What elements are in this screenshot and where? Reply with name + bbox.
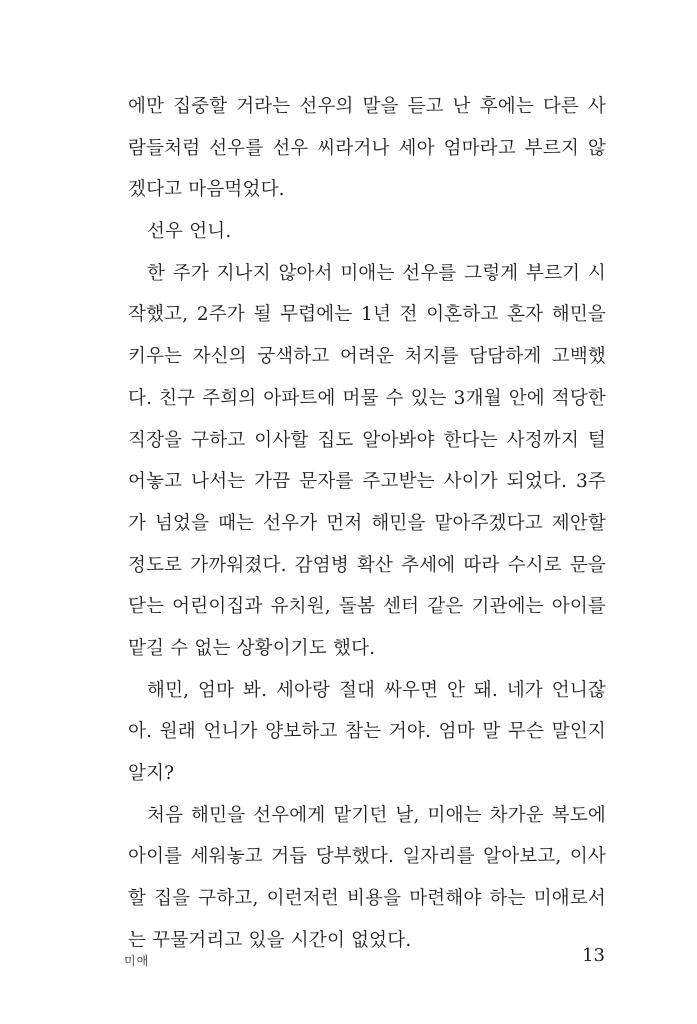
text-line: 선우 언니. bbox=[147, 221, 232, 243]
text-line: 작했고, 2주가 될 무렵에는 1년 전 이혼하고 혼자 해민을 bbox=[128, 304, 606, 326]
text-line: 에만 집중할 거라는 선우의 말을 듣고 난 후에는 다른 사 bbox=[128, 96, 606, 117]
text-line: 겠다고 마음먹었다. bbox=[128, 179, 285, 201]
text-line: 처음 해민을 선우에게 맡기던 날, 미애는 차가운 복도에 bbox=[147, 804, 606, 826]
text-line: 한 주가 지나지 않아서 미애는 선우를 그렇게 부르기 시 bbox=[147, 262, 606, 284]
text-line: 직장을 구하고 이사할 집도 알아봐야 한다는 사정까지 털 bbox=[128, 429, 606, 451]
text-line: 알지? bbox=[128, 763, 175, 784]
text-line: 가 넘었을 때는 선우가 먼저 해민을 맡아주겠다고 제안할 bbox=[128, 512, 606, 534]
body-text bbox=[128, 86, 606, 961]
text-line: 맡길 수 없는 상황이기도 했다. bbox=[128, 637, 376, 659]
running-footer-title: 미애 bbox=[124, 954, 150, 968]
text-line: 해민, 엄마 봐. 세아랑 절대 싸우면 안 돼. 네가 언니잖 bbox=[147, 679, 606, 701]
page-number: 13 bbox=[582, 945, 605, 966]
text-line: 다. 친구 주희의 아파트에 머물 수 있는 3개월 안에 적당한 bbox=[128, 387, 606, 409]
text-line: 할 집을 구하고, 이런저런 비용을 마련해야 하는 미애로서 bbox=[128, 888, 606, 910]
text-line: 는 꾸물거리고 있을 시간이 없었다. bbox=[128, 929, 412, 951]
text-line: 아이를 세워놓고 거듭 당부했다. 일자리를 알아보고, 이사 bbox=[128, 846, 606, 868]
text-line: 람들처럼 선우를 선우 씨라거나 세아 엄마라고 부르지 않 bbox=[128, 137, 606, 159]
text-line: 키우는 자신의 궁색하고 어려운 처지를 담담하게 고백했 bbox=[128, 346, 606, 368]
text-line: 닫는 어린이집과 유치원, 돌봄 센터 같은 기관에는 아이를 bbox=[128, 596, 606, 618]
text-line: 어놓고 나서는 가끔 문자를 주고받는 사이가 되었다. 3주 bbox=[128, 471, 606, 493]
text-line: 정도로 가까워졌다. 감염병 확산 추세에 따라 수시로 문을 bbox=[128, 554, 606, 576]
text-line: 아. 원래 언니가 양보하고 참는 거야. 엄마 말 무슨 말인지 bbox=[128, 721, 606, 743]
